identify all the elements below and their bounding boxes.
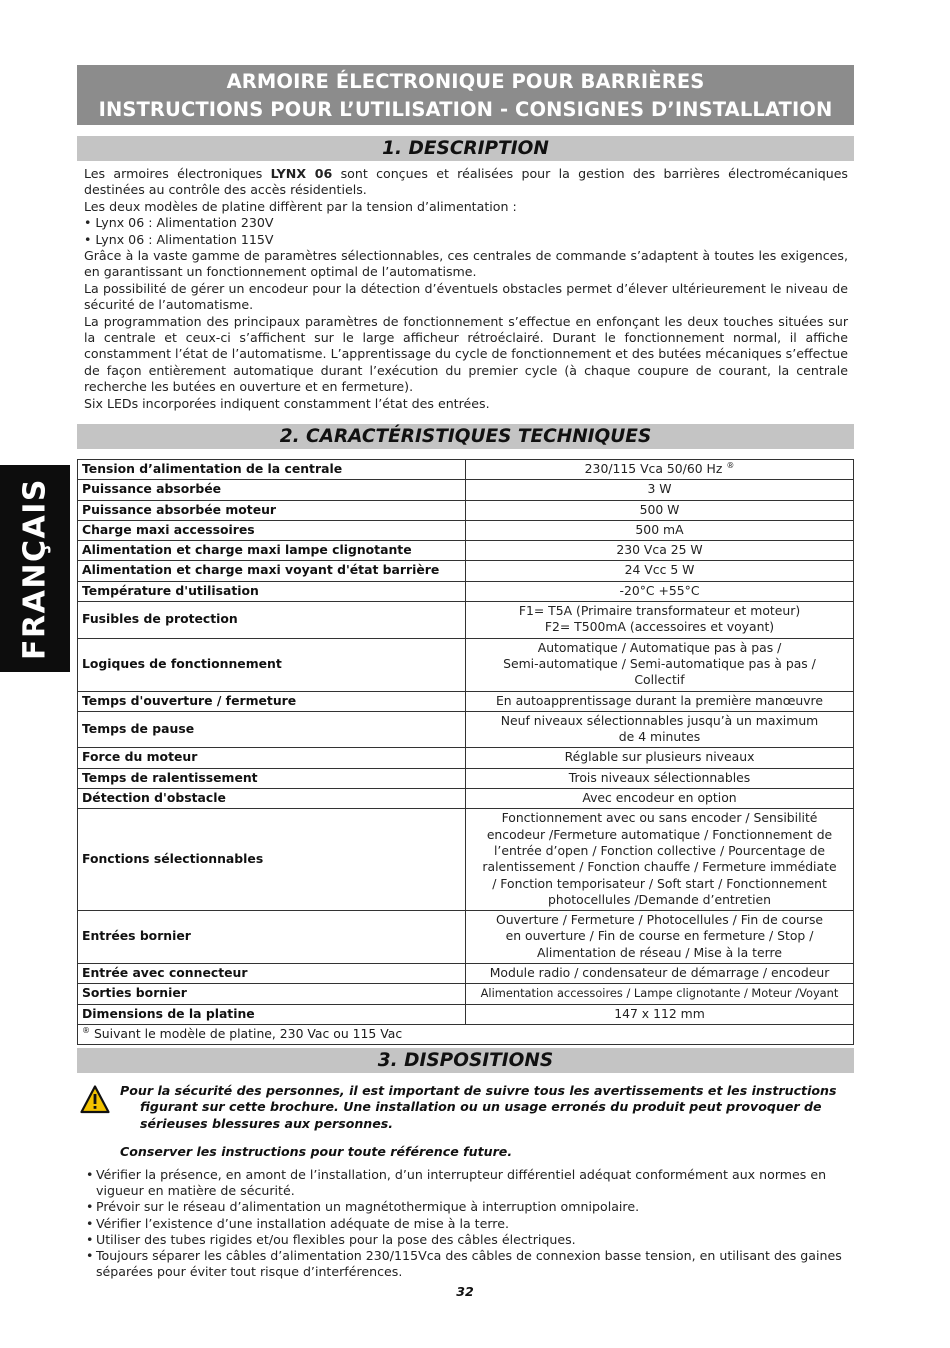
spec-value-text: 230/115 Vca 50/60 Hz (584, 461, 723, 476)
table-row (78, 789, 854, 809)
spec-value-text: Automatique / Automatique pas à pas / Semi-automatique / Semi-automatique pas à pas / Collectif (503, 639, 816, 688)
spec-label: Force du moteur (78, 748, 466, 768)
spec-value (466, 748, 854, 768)
table-row (78, 500, 854, 520)
table-row (78, 911, 854, 964)
spec-value-text: 500 mA (635, 521, 684, 537)
spec-value (466, 541, 854, 561)
spec-value (466, 561, 854, 581)
spec-label: Sorties bornier (78, 984, 466, 1004)
spec-label: Logiques de fonctionnement (78, 638, 466, 691)
spec-value-text: Alimentation accessoires / Lampe clignotante / Moteur /Voyant (480, 986, 839, 1001)
spec-value-text: En autoapprentissage durant la première manœuvre (495, 692, 824, 708)
language-tab-label: FRANÇAIS (17, 477, 53, 660)
table-row (78, 581, 854, 601)
language-tab (0, 465, 70, 672)
list-item: • Utiliser des tubes rigides et/ou flexibles pour la pose des câbles électriques. (84, 1232, 848, 1248)
spec-label: Temps d'ouverture / fermeture (78, 691, 466, 711)
description-intro (84, 166, 848, 199)
spec-value (466, 638, 854, 691)
table-row (78, 964, 854, 984)
section-specs-title: 2. CARACTÉRISTIQUES TECHNIQUES (77, 424, 854, 449)
section-description-title: 1. DESCRIPTION (77, 136, 854, 161)
product-name: LYNX 06 (270, 166, 333, 181)
models-intro: Les deux modèles de platine diffèrent par la tension d’alimentation : (84, 198, 517, 214)
spec-value (466, 691, 854, 711)
spec-value (466, 768, 854, 788)
spec-value-text: Trois niveaux sélectionnables (568, 769, 751, 785)
models-list (84, 215, 848, 248)
programming-paragraph: La programmation des principaux paramètres de fonctionnement s’effectue en enfonçant les deux touches situées sur la centrale et ceux-ci s’affichent sur le large afficheur rétroéclairé. Durant le fonctionnement normal, il affiche constamment l’état de l’automatisme. L’apprentissage du cycle de fonctionnement et des butées mécaniques s’effectue de façon entièrement automatique durant l’exécution du premier cycle (à chaque coupure de courant, la centrale recherche les butées en ouverture et en fermeture). (84, 313, 848, 395)
spec-label: Puissance absorbée moteur (78, 500, 466, 520)
spec-label: Entrées bornier (78, 911, 466, 964)
spec-value-text: Réglable sur plusieurs niveaux (564, 749, 755, 765)
table-footnote (78, 1024, 854, 1044)
table-row (78, 768, 854, 788)
list-item: • Prévoir sur le réseau d’alimentation un magnétothermique à interruption omnipolaire. (84, 1199, 848, 1215)
spec-value-text: Fonctionnement avec ou sans encoder / Sensibilité encodeur /Fermeture automatique / Fonctionnement de l’entrée d’open / Fonction collective / Pourcentage de ralentissement / Fonction chauffe / Fermeture immédiate / Fonction temporisateur / Soft start / Fonctionnement photocellules /Demande d’entretien (482, 810, 837, 907)
intro-before: Les armoires électroniques (84, 166, 271, 181)
spec-label: Puissance absorbée (78, 480, 466, 500)
spec-value-text: 3 W (647, 481, 672, 497)
table-row (78, 748, 854, 768)
spec-value (466, 480, 854, 500)
table-row (78, 602, 854, 639)
table-row (78, 809, 854, 911)
intro-after: sont conçues et réalisées pour la gestion des barrières électromécaniques destinées au contrôle des accès résidentiels. (84, 166, 848, 198)
spec-value-text: 147 x 112 mm (614, 1005, 705, 1021)
table-row (78, 984, 854, 1004)
safety-warning (120, 1083, 848, 1132)
spec-value (466, 964, 854, 984)
footnote-marker: ® (82, 1025, 90, 1035)
table-row (78, 711, 854, 748)
header-title-line1: ARMOIRE ÉLECTRONIQUE POUR BARRIÈRES (226, 70, 705, 93)
spec-label: Fonctions sélectionnables (78, 809, 466, 911)
table-row (78, 460, 854, 480)
spec-label: Détection d'obstacle (78, 789, 466, 809)
description-text (84, 166, 848, 412)
spec-value-text: 230 Vca 25 W (616, 542, 703, 558)
spec-value-text: 500 W (639, 501, 680, 517)
table-row (78, 1004, 854, 1024)
spec-value-text: F1= T5A (Primaire transformateur et moteur) F2= T500mA (accessoires et voyant) (518, 603, 801, 635)
footnote-text: Suivant le modèle de platine, 230 Vac ou 115 Vac (90, 1025, 403, 1041)
table-row (78, 691, 854, 711)
spec-label: Tension d’alimentation de la centrale (78, 460, 466, 480)
page-number: 32 (456, 1284, 474, 1299)
list-item: • Toujours séparer les câbles d’alimentation 230/115Vca des câbles de connexion basse tension, en utilisant des gaines séparées pour éviter tout risque d’interférences. (84, 1248, 848, 1280)
params-paragraph: Grâce à la vaste gamme de paramètres sélectionnables, ces centrales de commande s’adaptent à toutes les exigences, en garantissant un fonctionnement optimal de l’automatisme. (84, 248, 848, 280)
table-row (78, 541, 854, 561)
spec-value (466, 911, 854, 964)
spec-label: Dimensions de la platine (78, 1004, 466, 1024)
table-row (78, 638, 854, 691)
spec-value-text: -20°C +55°C (619, 582, 700, 598)
spec-value (466, 500, 854, 520)
spec-value (466, 1004, 854, 1024)
model-item: • Lynx 06 : Alimentation 115V (84, 231, 274, 247)
specs-table (77, 459, 854, 1045)
table-footnote-row (78, 1024, 854, 1044)
spec-value (466, 984, 854, 1004)
spec-value (466, 581, 854, 601)
spec-label: Temps de pause (78, 711, 466, 748)
spec-label: Entrée avec connecteur (78, 964, 466, 984)
warning-triangle-icon (80, 1085, 110, 1114)
spec-value-text: 24 Vcc 5 W (624, 562, 695, 578)
spec-value-text: Avec encodeur en option (582, 790, 737, 806)
document-header (77, 65, 854, 125)
encoder-paragraph: La possibilité de gérer un encodeur pour la détection d’éventuels obstacles permet d’élever ultérieurement le niveau de sécurité de l’automatisme. (84, 280, 848, 313)
spec-value (466, 809, 854, 911)
spec-label: Fusibles de protection (78, 602, 466, 639)
spec-label: Alimentation et charge maxi voyant d'état barrière (78, 561, 466, 581)
table-row (78, 480, 854, 500)
spec-value-text: Ouverture / Fermeture / Photocellules / Fin de course en ouverture / Fin de course en fermeture / Stop / Alimentation de réseau / Mise à la terre (495, 912, 824, 960)
spec-value (466, 602, 854, 639)
spec-value (466, 789, 854, 809)
spec-value-text: Module radio / condensateur de démarrage / encodeur (489, 965, 830, 981)
table-row (78, 561, 854, 581)
spec-label: Température d'utilisation (78, 581, 466, 601)
spec-label: Alimentation et charge maxi lampe clignotante (78, 541, 466, 561)
spec-value (466, 711, 854, 748)
safety-warning-text: Pour la sécurité des personnes, il est important de suivre tous les avertissements et les instructions figurant sur cette brochure. Une installation ou un usage erronés du produit peut provoquer de sérieuses blessures aux personnes. (120, 1083, 837, 1131)
spec-value-text: Neuf niveaux sélectionnables jusqu’à un maximum de 4 minutes (500, 712, 819, 745)
list-item: • Vérifier l’existence d’une installation adéquate de mise à la terre. (84, 1216, 848, 1232)
keep-instructions-note: Conserver les instructions pour toute référence future. (120, 1144, 513, 1159)
section-dispositions-title: 3. DISPOSITIONS (77, 1048, 854, 1073)
header-title-line2: INSTRUCTIONS POUR L’UTILISATION - CONSIGNES D’INSTALLATION (98, 98, 833, 121)
footnote-marker: ® (726, 460, 735, 470)
model-item: • Lynx 06 : Alimentation 230V (84, 215, 274, 231)
table-row (78, 520, 854, 540)
list-item: • Vérifier la présence, en amont de l’installation, d’un interrupteur différentiel adéquat conformément aux normes en vigueur en matière de sécurité. (84, 1167, 848, 1199)
safety-bullet-list (84, 1167, 848, 1280)
spec-value (466, 460, 854, 480)
spec-value (466, 520, 854, 540)
spec-label: Temps de ralentissement (78, 768, 466, 788)
spec-label: Charge maxi accessoires (78, 520, 466, 540)
leds-paragraph: Six LEDs incorporées indiquent constamment l’état des entrées. (84, 395, 490, 411)
